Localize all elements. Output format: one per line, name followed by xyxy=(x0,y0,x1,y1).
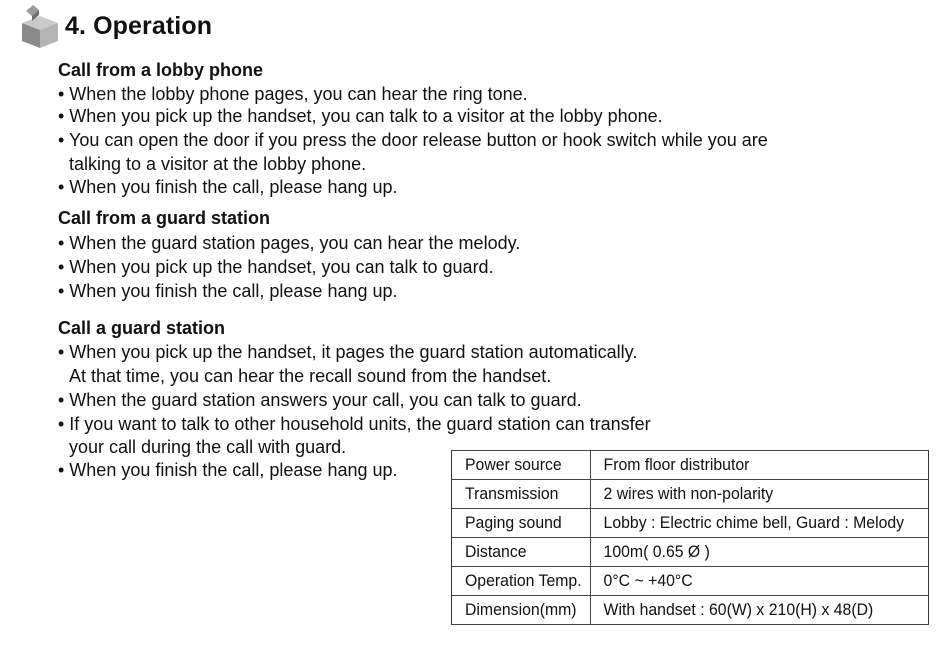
spec-label: Distance xyxy=(452,538,591,567)
spec-value: Lobby : Electric chime bell, Guard : Melody xyxy=(591,509,905,538)
spec-value: 2 wires with non-polarity xyxy=(591,480,905,509)
section-heading-call-guard-station: Call a guard station xyxy=(58,318,226,338)
spec-label: Power source xyxy=(452,451,591,480)
bullet-line: • If you want to talk to other household units, the guard station can transfer xyxy=(58,414,651,434)
bullet-line-continuation: your call during the call with guard. xyxy=(69,437,347,457)
section-heading-from-guard-station: Call from a guard station xyxy=(58,208,271,228)
spec-value: With handset : 60(W) x 210(H) x 48(D) xyxy=(591,596,905,625)
bullet-line-continuation: talking to a visitor at the lobby phone. xyxy=(69,154,367,174)
bullet-line: • When the lobby phone pages, you can hear the ring tone. xyxy=(58,84,528,104)
bullet-line: • When you finish the call, please hang up. xyxy=(58,177,398,197)
bullet-line: • When the guard station pages, you can hear the melody. xyxy=(58,233,521,253)
bullet-line: • When you pick up the handset, you can talk to a visitor at the lobby phone. xyxy=(58,106,663,126)
table-row xyxy=(452,596,929,625)
bullet-line-continuation: At that time, you can hear the recall sound from the handset. xyxy=(69,366,552,386)
table-row xyxy=(452,451,929,480)
table-row xyxy=(452,509,929,538)
table-row xyxy=(452,567,929,596)
page-title: 4. Operation xyxy=(65,12,213,40)
spec-label: Paging sound xyxy=(452,509,591,538)
spec-value: 0°C ~ +40°C xyxy=(591,567,905,596)
spec-label: Dimension(mm) xyxy=(452,596,591,625)
bullet-line: • When you finish the call, please hang up. xyxy=(58,460,398,480)
bullet-line: • You can open the door if you press the door release button or hook switch while you are xyxy=(58,130,768,150)
bullet-line: • When you pick up the handset, you can talk to guard. xyxy=(58,257,494,277)
bullet-line: • When you pick up the handset, it pages the guard station automatically. xyxy=(58,342,638,362)
specifications-table xyxy=(451,450,929,625)
bullet-line: • When you finish the call, please hang up. xyxy=(58,281,398,301)
spec-value: From floor distributor xyxy=(591,451,905,480)
spec-label: Operation Temp. xyxy=(452,567,591,596)
spec-label: Transmission xyxy=(452,480,591,509)
table-row xyxy=(452,480,929,509)
spec-value: 100m( 0.65 Ø ) xyxy=(591,538,905,567)
section-heading-lobby-phone: Call from a lobby phone xyxy=(58,60,264,80)
cube-icon xyxy=(20,2,60,48)
table-row xyxy=(452,538,929,567)
bullet-line: • When the guard station answers your call, you can talk to guard. xyxy=(58,390,582,410)
